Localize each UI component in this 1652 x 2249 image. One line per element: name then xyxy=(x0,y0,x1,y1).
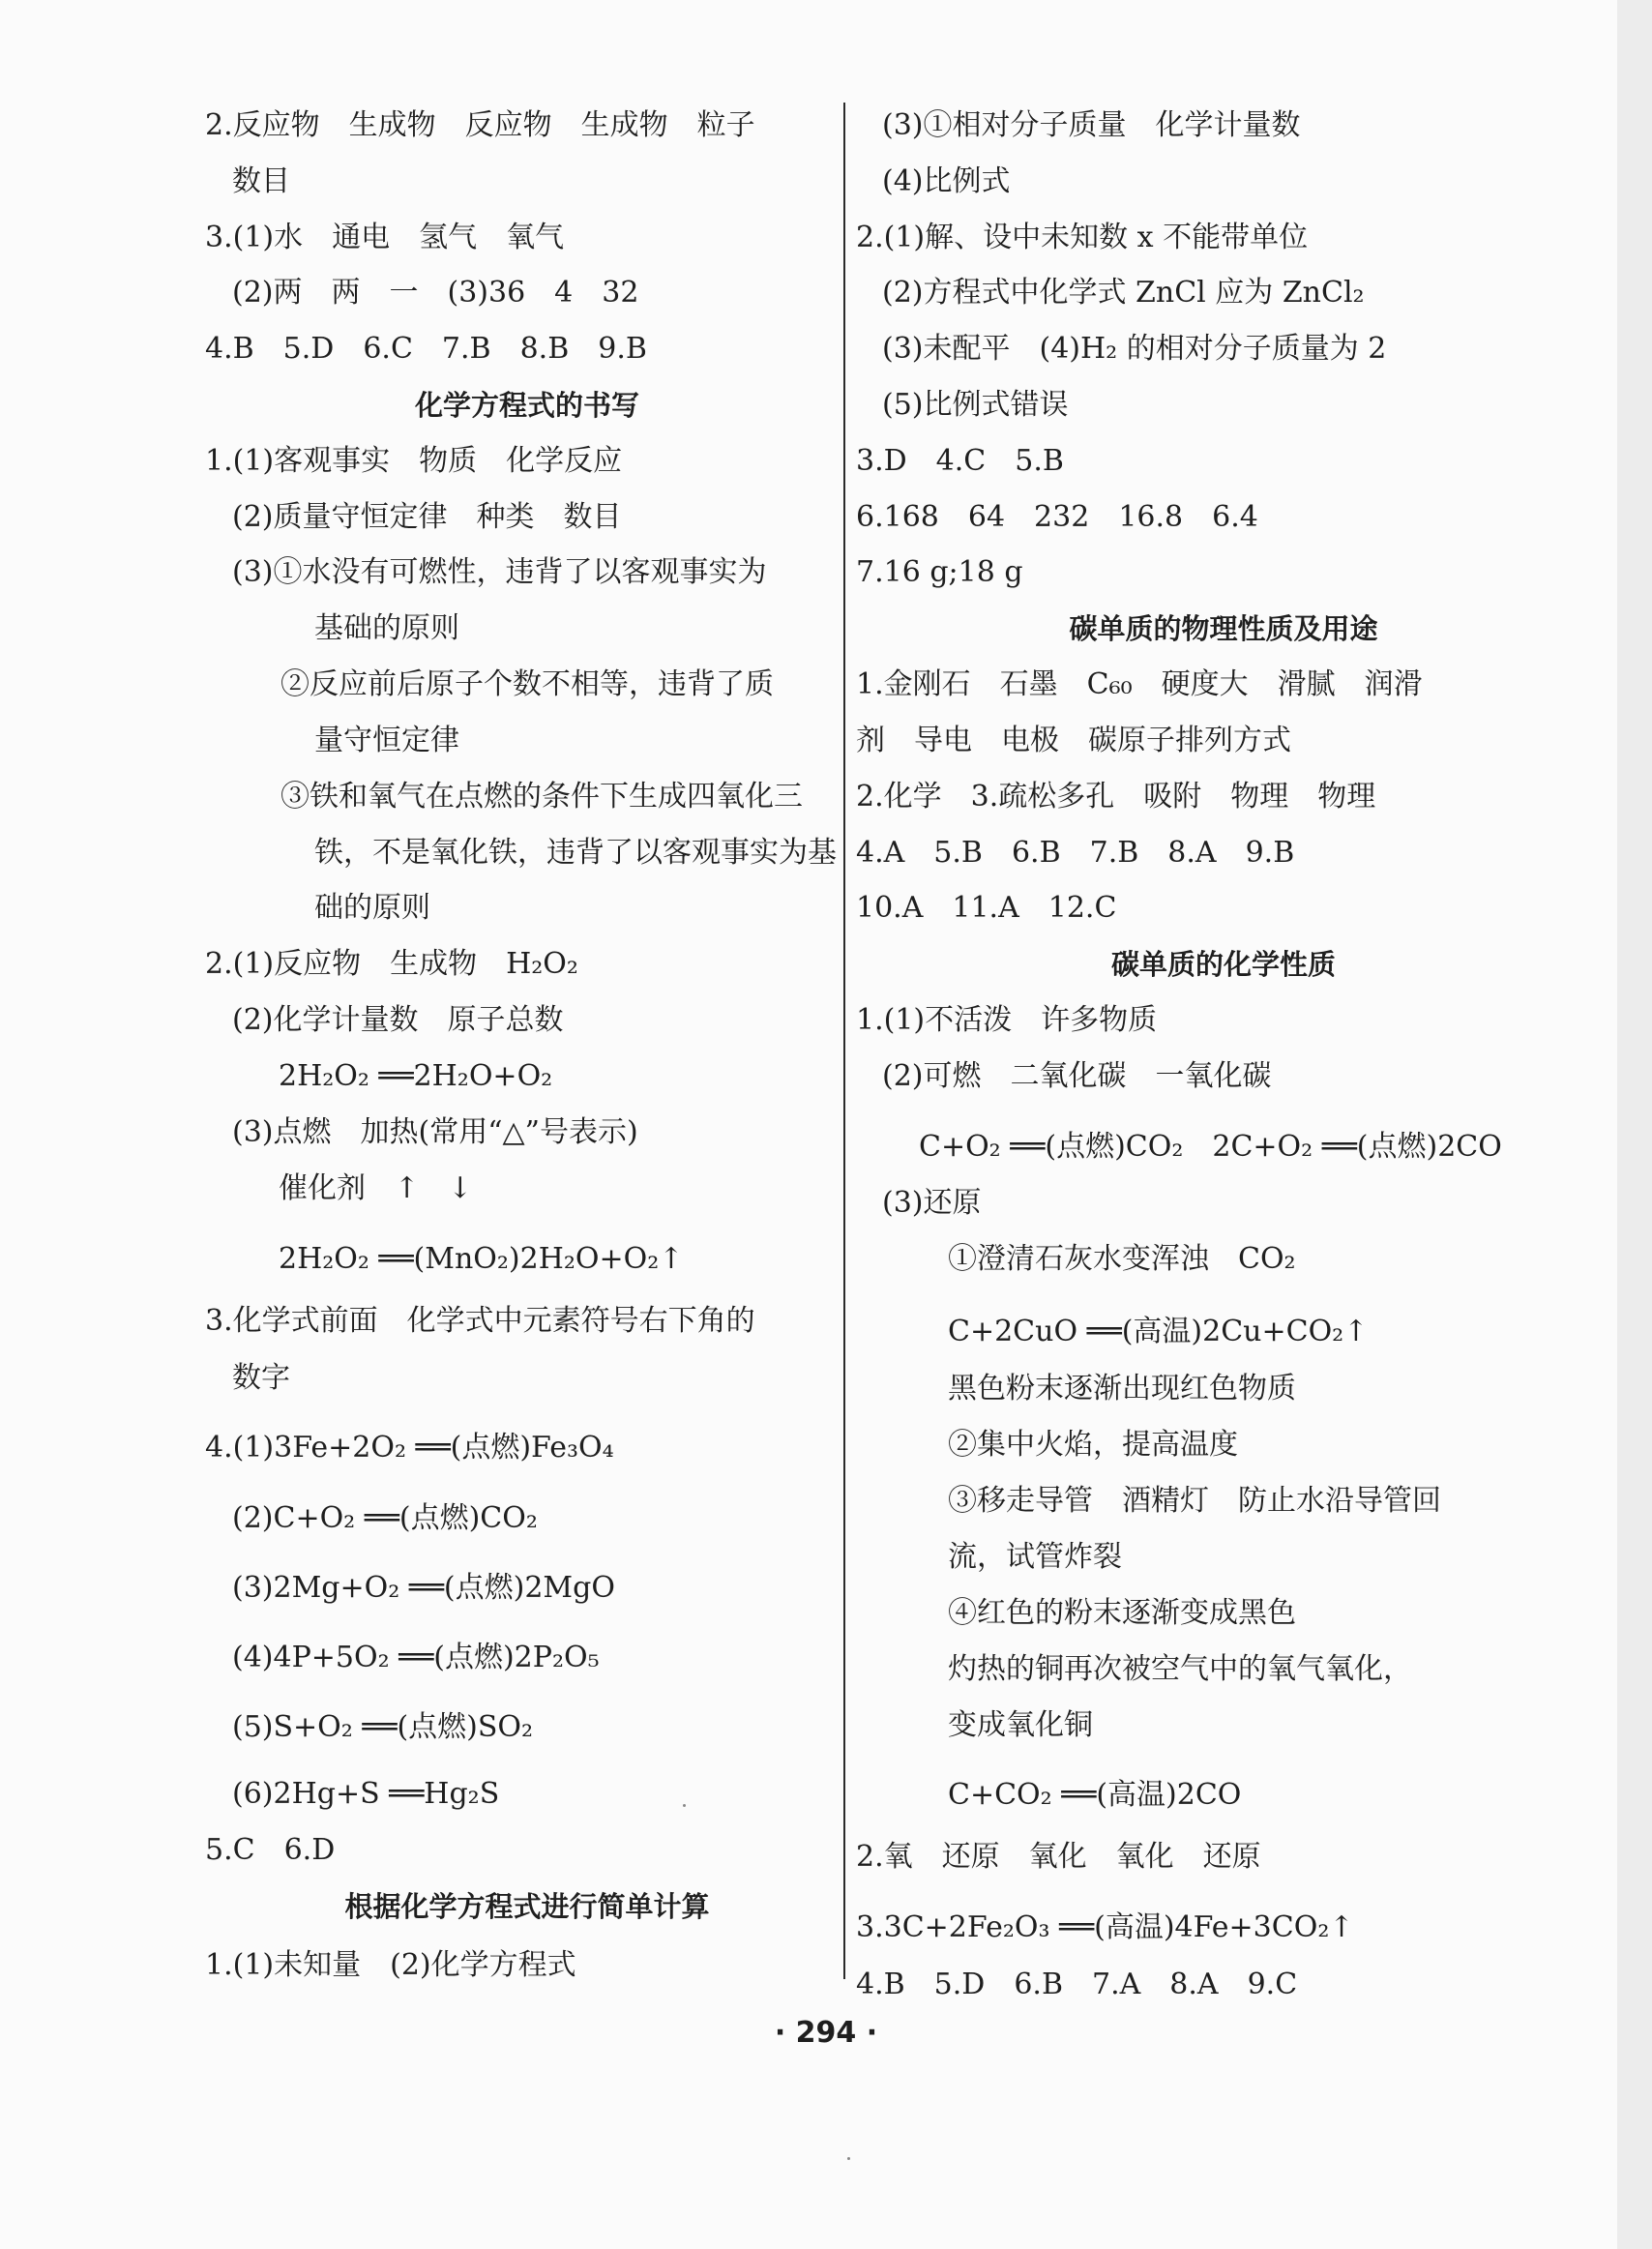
answer-line: 变成氧化铜 xyxy=(948,1708,1093,1742)
answer-line: (3)点燃 加热(常用“△”号表示) xyxy=(232,1115,638,1149)
answer-line: 3.D 4.C 5.B xyxy=(856,444,1064,478)
answer-line: 4.A 5.B 6.B 7.B 8.A 9.B xyxy=(856,836,1295,870)
answer-line: C+CO₂ ══(高温)2CO xyxy=(948,1778,1242,1812)
answer-line: 数目 xyxy=(232,164,290,198)
answer-line: (2)化学计量数 原子总数 xyxy=(232,1003,564,1037)
answer-line: 剂 导电 电极 碳原子排列方式 xyxy=(856,724,1291,757)
answer-line: 2.(1)反应物 生成物 H₂O₂ xyxy=(205,947,578,981)
page-edge-shadow xyxy=(1617,0,1652,2249)
column-divider xyxy=(843,103,845,1979)
answer-line: 1.金刚石 石墨 C₆₀ 硬度大 滑腻 润滑 xyxy=(856,667,1423,701)
answer-line: (2)方程式中化学式 ZnCl 应为 ZnCl₂ xyxy=(882,276,1365,310)
section-title: 根据化学方程式进行简单计算 xyxy=(344,1890,710,1923)
answer-line: (2)C+O₂ ══(点燃)CO₂ xyxy=(232,1501,538,1535)
answer-line: ②集中火焰，提高温度 xyxy=(948,1428,1238,1462)
answer-line: 灼热的铜再次被空气中的氧气氧化， xyxy=(948,1652,1412,1686)
answer-line: 2.反应物 生成物 反应物 生成物 粒子 xyxy=(205,108,755,142)
answer-line: 1.(1)不活泼 许多物质 xyxy=(856,1003,1158,1037)
answer-line: (3)还原 xyxy=(882,1186,982,1220)
answer-line: 流，试管炸裂 xyxy=(948,1540,1122,1574)
answer-line: 2H₂O₂ ══2H₂O+O₂ xyxy=(279,1059,553,1093)
answer-line: (3)2Mg+O₂ ══(点燃)2MgO xyxy=(232,1571,615,1605)
answer-line: 2.化学 3.疏松多孔 吸附 物理 物理 xyxy=(856,780,1376,814)
answer-line: 黑色粉末逐渐出现红色物质 xyxy=(948,1372,1296,1406)
scan-speck xyxy=(683,1804,686,1807)
answer-line: 7.16 g;18 g xyxy=(856,555,1023,589)
scan-speck xyxy=(847,2157,850,2160)
section-title: 碳单质的物理性质及用途 xyxy=(1069,612,1378,645)
answer-line: 3.(1)水 通电 氢气 氧气 xyxy=(205,221,565,254)
answer-line: 4.B 5.D 6.C 7.B 8.B 9.B xyxy=(205,332,647,366)
answer-line: 铁，不是氧化铁，违背了以客观事实为基 xyxy=(314,836,837,870)
answer-line: ④红色的粉末逐渐变成黑色 xyxy=(948,1596,1296,1630)
answer-line: 3.3C+2Fe₂O₃ ══(高温)4Fe+3CO₂↑ xyxy=(856,1910,1354,1944)
section-title: 碳单质的化学性质 xyxy=(1110,948,1336,981)
answer-line: (3)未配平 (4)H₂ 的相对分子质量为 2 xyxy=(882,332,1387,366)
answer-line: 础的原则 xyxy=(314,891,430,925)
answer-line: 2.氧 还原 氧化 氧化 还原 xyxy=(856,1840,1261,1874)
answer-line: C+O₂ ══(点燃)CO₂ 2C+O₂ ══(点燃)2CO xyxy=(919,1130,1502,1164)
answer-line: (5)S+O₂ ══(点燃)SO₂ xyxy=(232,1710,534,1744)
answer-line: 6.168 64 232 16.8 6.4 xyxy=(856,500,1258,534)
answer-line: (3)①水没有可燃性，违背了以客观事实为 xyxy=(232,555,767,589)
answer-line: ③铁和氧气在点燃的条件下生成四氧化三 xyxy=(280,780,803,814)
answer-line: (4)4P+5O₂ ══(点燃)2P₂O₅ xyxy=(232,1641,600,1674)
answer-line: (2)两 两 一 (3)36 4 32 xyxy=(232,276,639,310)
answer-line: (6)2Hg+S ══Hg₂S xyxy=(232,1777,500,1811)
answer-line: (4)比例式 xyxy=(882,164,1011,198)
answer-line: 催化剂 ↑ ↓ xyxy=(279,1171,473,1205)
answer-line: (2)质量守恒定律 种类 数目 xyxy=(232,500,622,534)
answer-line: (2)可燃 二氧化碳 一氧化碳 xyxy=(882,1059,1272,1093)
page-number: · 294 · xyxy=(774,2016,878,2050)
answer-line: 数字 xyxy=(232,1361,290,1395)
answer-line: 3.化学式前面 化学式中元素符号右下角的 xyxy=(205,1304,755,1338)
answer-line: ②反应前后原子个数不相等，违背了质 xyxy=(280,667,774,701)
answer-line: 2H₂O₂ ══(MnO₂)2H₂O+O₂↑ xyxy=(279,1242,684,1276)
answer-line: (3)①相对分子质量 化学计量数 xyxy=(882,108,1301,142)
answer-line: 4.(1)3Fe+2O₂ ══(点燃)Fe₃O₄ xyxy=(205,1431,614,1465)
answer-line: 1.(1)未知量 (2)化学方程式 xyxy=(205,1948,576,1982)
answer-line: 5.C 6.D xyxy=(205,1833,336,1867)
answer-line: ③移走导管 酒精灯 防止水沿导管回 xyxy=(948,1484,1441,1518)
answer-line: (5)比例式错误 xyxy=(882,388,1069,422)
answer-line: C+2CuO ══(高温)2Cu+CO₂↑ xyxy=(948,1315,1369,1348)
answer-line: 4.B 5.D 6.B 7.A 8.A 9.C xyxy=(856,1968,1298,2001)
answer-line: 10.A 11.A 12.C xyxy=(856,891,1117,925)
section-title: 化学方程式的书写 xyxy=(414,389,639,422)
answer-line: 量守恒定律 xyxy=(314,724,459,757)
answer-line: 基础的原则 xyxy=(314,611,459,645)
answer-line: 1.(1)客观事实 物质 化学反应 xyxy=(205,444,623,478)
answer-line: 2.(1)解、设中未知数 x 不能带单位 xyxy=(856,221,1309,254)
answer-line: ①澄清石灰水变浑浊 CO₂ xyxy=(948,1242,1296,1276)
